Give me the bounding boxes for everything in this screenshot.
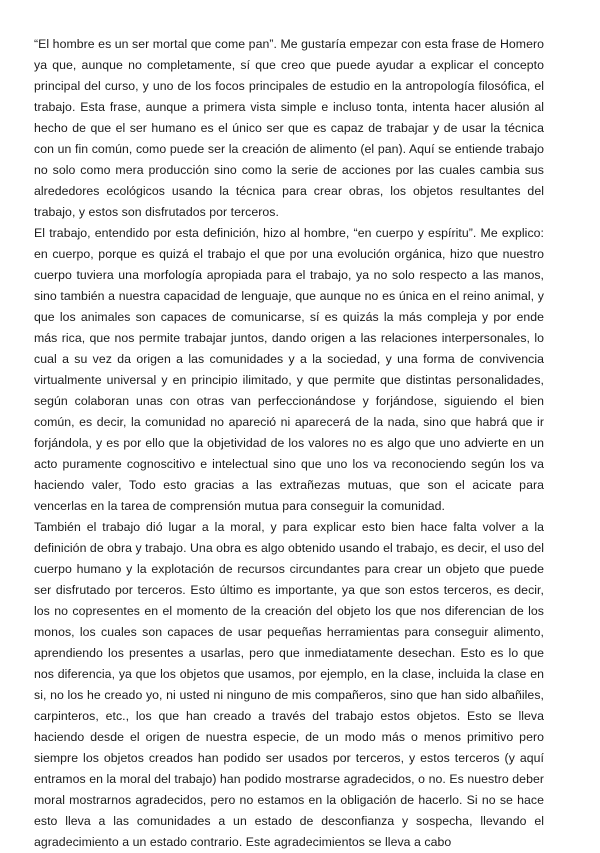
paragraph-homero-trabajo: “El hombre es un ser mortal que come pan”. Me gustaría empezar con esta frase de Homero ya que, aunque no completamente, sí que creo que puede ayudar a explicar el concepto principal del curso, y uno de los focos principales de estudio en la antropología filosófica, el trabajo. Esta frase, aunque a primera vista simple e incluso tonta, intenta hacer alusión al hecho de que el ser humano es el único ser que es capaz de trabajar y de usar la técnica con un fin común, como puede ser la creación de alimento (el pan). Aquí se entiende trabajo no solo como mera producción sino como la serie de acciones por las cuales cambia sus alrededores ecológicos usando la técnica para crear obras, los objetos resultantes del trabajo, y estos son disfrutados por terceros. — [34, 37, 544, 219]
paragraph-moral-trabajo: También el trabajo dió lugar a la moral, y para explicar esto bien hace falta volver a la definición de obra y trabajo. Una obra es algo obtenido usando el trabajo, es decir, el uso del cuerpo humano y la explotación de recursos circundantes para crear un objeto que puede ser disfrutado por terceros. Esto último es importante, ya que son estos terceros, es decir, los no copresentes en el momento de la creación del objeto los que nos diferencian de los monos, los cuales son capaces de usar pequeñas herramientas para conseguir alimento, aprendiendo los presentes a usarlas, pero que inmediatamente desechan. Esto es lo que nos diferencia, ya que los objetos que usamos, por ejemplo, en la clase, incluida la clase en si, no los he creado yo, ni usted ni ninguno de mis compañeros, sino que han sido albañiles, carpinteros, etc., los que han creado a través del trabajo estos objetos. Esto se lleva haciendo desde el origen de nuestra especie, de un modo más o menos primitivo pero siempre los objetos creados han podido ser usados por terceros, y estos terceros (y aquí entramos en la moral del trabajo) han podido mostrarse agradecidos, o no. Es nuestro deber moral mostrarnos agradecidos, pero no estamos en la obligación de hacerlo. Si no se hace esto lleva a las comunidades a un estado de desconfianza y sospecha, llevando el agradecimiento a un estado contrario. Este agradecimientos se lleva a cabo — [34, 520, 544, 849]
document-page — [34, 34, 544, 853]
paragraph-cuerpo-espiritu: El trabajo, entendido por esta definición, hizo al hombre, “en cuerpo y espíritu”. Me explico: en cuerpo, porque es quizá el trabajo el que por una evolución orgánica, hizo que nuestro cuerpo tuviera una morfología apropiada para el trabajo, ya no solo respecto a las manos, sino también a nuestra capacidad de lenguaje, que aunque no es única en el reino animal, y que los animales son capaces de comunicarse, sí es quizás la más compleja y por ende más rica, que nos permite trabajar juntos, dando origen a las relaciones interpersonales, lo cual a su vez da origen a las comunidades y a la sociedad, y una forma de convivencia virtualmente universal y en principio ilimitado, y que permite que distintas personalidades, según colaboran unas con otras van perfeccionándose y forjándose, siguiendo el bien común, es decir, la comunidad no apareció ni aparecerá de la nada, sino que habrá que ir forjándola, y es por ello que la objetividad de los valores no es algo que uno advierte en un acto puramente cognoscitivo e intelectual sino que uno los va reconociendo según los va haciendo valer, Todo esto gracias a las extrañezas mutuas, que son el acicate para vencerlas en la tarea de comprensión mutua para conseguir la comunidad. — [34, 226, 544, 513]
